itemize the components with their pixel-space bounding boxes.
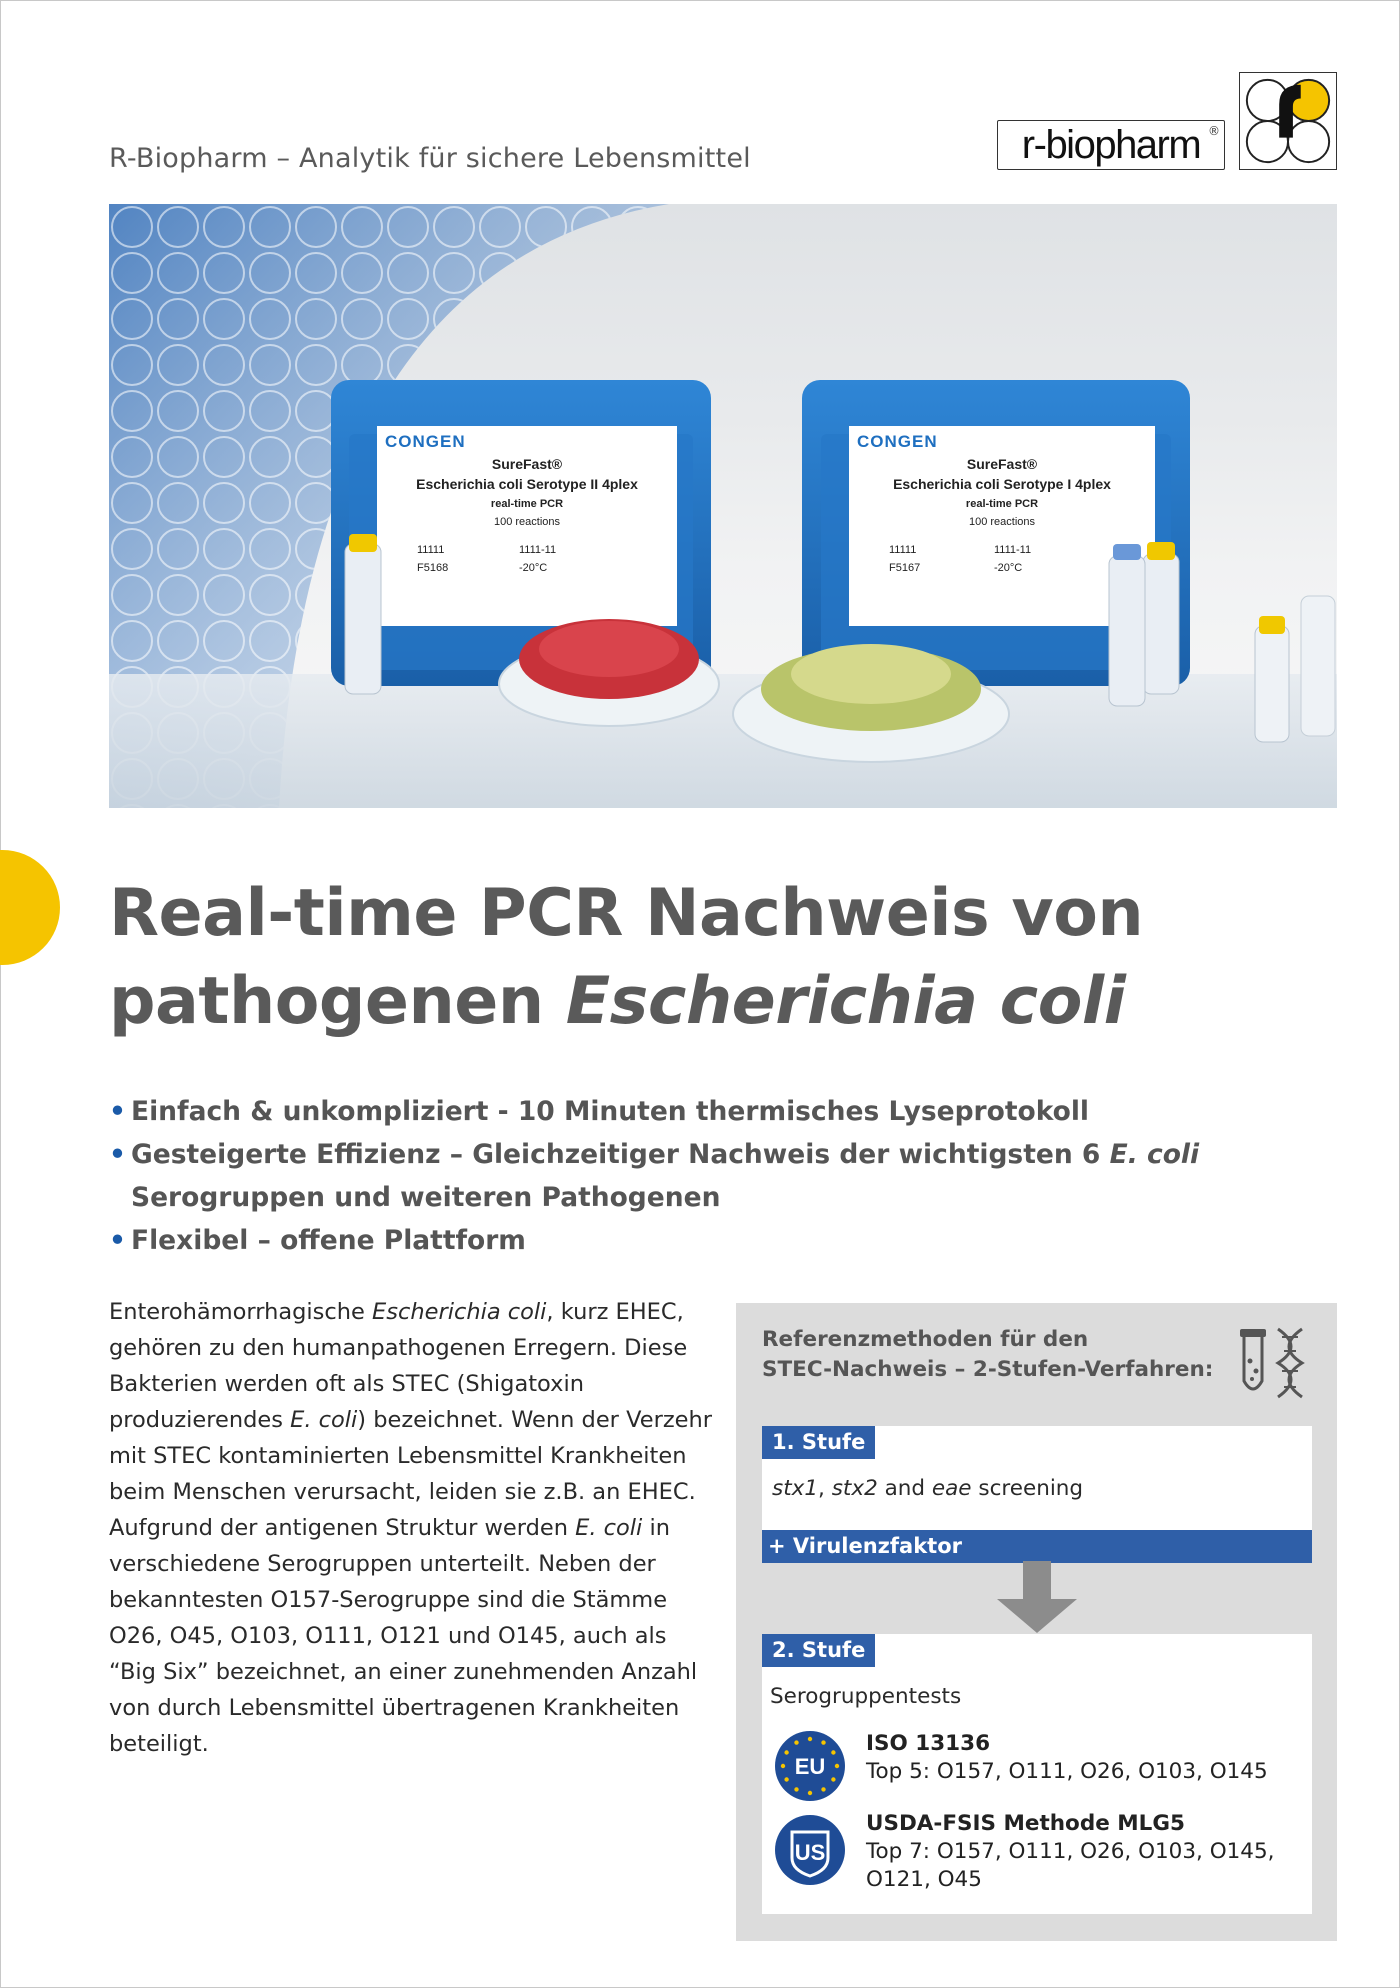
reference-title xyxy=(762,1325,1232,1385)
standard-name: ISO 13136 xyxy=(866,1731,991,1756)
kit-temp: -20°C xyxy=(994,562,1023,574)
stage-1-suffix: screening xyxy=(971,1476,1084,1501)
kit-method: real-time PCR xyxy=(490,498,564,510)
stage-1-description xyxy=(772,1476,1083,1501)
title-line-1: Real-time PCR Nachweis von xyxy=(109,876,1144,951)
kit-product: SureFast® xyxy=(491,456,563,472)
kit-expiry: 1111-11 xyxy=(519,544,557,556)
kit-temp: -20°C xyxy=(519,562,548,574)
body-text: , kurz EHEC, gehören zu den humanpathogenen Erregern. Diese Bakterien werden oft als STEC (Shigatoxin produzierendes xyxy=(109,1299,688,1433)
feature-species: E. coli xyxy=(1109,1139,1200,1170)
feature-item xyxy=(109,1090,1339,1133)
kit-name: Escherichia coli Serotype II 4plex xyxy=(416,476,638,492)
kit-lot: 11111 xyxy=(417,544,445,556)
intro-paragraph xyxy=(109,1294,719,1762)
standard-name: USDA-FSIS Methode MLG5 xyxy=(866,1811,1185,1836)
stage-2-subtitle: Serogruppentests xyxy=(770,1684,962,1709)
standard-usda xyxy=(774,1810,1294,1900)
down-arrow-icon xyxy=(997,1561,1077,1633)
body-species: E. coli xyxy=(290,1407,358,1433)
us-badge-icon xyxy=(774,1814,846,1886)
eu-badge-text: EU xyxy=(794,1754,826,1779)
body-species: Escherichia coli xyxy=(372,1299,547,1325)
brand-mark-icon xyxy=(1239,72,1337,170)
kit-brand: CONGEN xyxy=(857,432,938,451)
kit-ref: F5168 xyxy=(417,562,449,574)
page-tagline: R-Biopharm – Analytik für sichere Lebensmittel xyxy=(109,143,751,174)
body-text: in verschiedene Serogruppen unterteilt. Neben der bekanntesten O157-Serogruppe sind die Stämme O26, O45, O103, O111, O121 und O145, auch als “Big Six” bezeichnet, an einer zunehmenden Anzahl von durch Lebensmittel übertragenen Krankheiten beteiligt. xyxy=(109,1515,698,1757)
gene-name: stx1 xyxy=(772,1476,819,1501)
stage-1-label: 1. Stufe xyxy=(762,1426,875,1459)
title-line-2: pathogenen xyxy=(109,964,566,1039)
eu-badge-icon xyxy=(774,1730,846,1802)
feature-text: Gesteigerte Effizienz – Gleichzeitiger Nachweis der wichtigsten 6 xyxy=(131,1139,1110,1170)
feature-text: Einfach & unkompliziert - 10 Minuten thermisches Lyseprotokoll xyxy=(131,1096,1089,1127)
feature-item xyxy=(109,1219,1339,1262)
title-species: Escherichia coli xyxy=(565,964,1126,1039)
gene-name: stx2 xyxy=(831,1476,878,1501)
gene-name: eae xyxy=(931,1476,972,1501)
kit-expiry: 1111-11 xyxy=(994,544,1032,556)
standard-serogroups: Top 7: O157, O111, O26, O103, O145, O121, O45 xyxy=(866,1839,1275,1892)
stage-1-panel xyxy=(762,1426,1312,1530)
stage-2-panel xyxy=(762,1634,1312,1914)
stage-2-label: 2. Stufe xyxy=(762,1634,875,1667)
page-title xyxy=(109,870,1309,1046)
brand-name: r-biopharm xyxy=(1021,122,1201,167)
kit-ref: F5167 xyxy=(889,562,921,574)
kit-label-right xyxy=(849,426,1155,626)
kit-product: SureFast® xyxy=(966,456,1038,472)
feature-text: Serogruppen und weiteren Pathogenen xyxy=(131,1182,721,1213)
kit-reactions: 100 reactions xyxy=(493,516,561,528)
body-text: Enterohämorrhagische xyxy=(109,1299,373,1325)
registered-mark: ® xyxy=(1208,124,1220,138)
virulence-factor-bar: + Virulenzfaktor xyxy=(762,1530,1312,1563)
reference-title-line-1: Referenzmethoden für den xyxy=(762,1327,1089,1352)
standard-iso xyxy=(774,1730,1294,1802)
kit-label-left xyxy=(377,426,677,626)
test-tube-dna-icon xyxy=(1238,1325,1306,1401)
kit-name: Escherichia coli Serotype I 4plex xyxy=(893,476,1111,492)
gene-separator: , xyxy=(818,1476,832,1501)
kit-method: real-time PCR xyxy=(965,498,1039,510)
feature-text: Flexibel – offene Plattform xyxy=(131,1225,526,1256)
standard-serogroups: Top 5: O157, O111, O26, O103, O145 xyxy=(866,1759,1268,1784)
brand-logo xyxy=(997,120,1225,170)
body-text: ) bezeichnet. Wenn der Verzehr mit STEC kontaminierten Lebensmittel Krankheiten beim Menschen verursacht, leiden sie z.B. an EHEC. Aufgrund der antigenen Struktur werden xyxy=(109,1407,712,1541)
kit-brand: CONGEN xyxy=(385,432,466,451)
kit-reactions: 100 reactions xyxy=(968,516,1036,528)
reference-methods-box xyxy=(736,1303,1337,1941)
us-badge-text: US xyxy=(794,1840,826,1865)
gene-separator: and xyxy=(877,1476,932,1501)
hero-product-photo xyxy=(109,204,1337,808)
reference-title-line-2: STEC-Nachweis – 2-Stufen-Verfahren: xyxy=(762,1357,1214,1382)
feature-item xyxy=(109,1133,1339,1219)
body-species: E. coli xyxy=(575,1515,643,1541)
feature-list xyxy=(109,1090,1339,1262)
kit-lot: 11111 xyxy=(889,544,917,556)
